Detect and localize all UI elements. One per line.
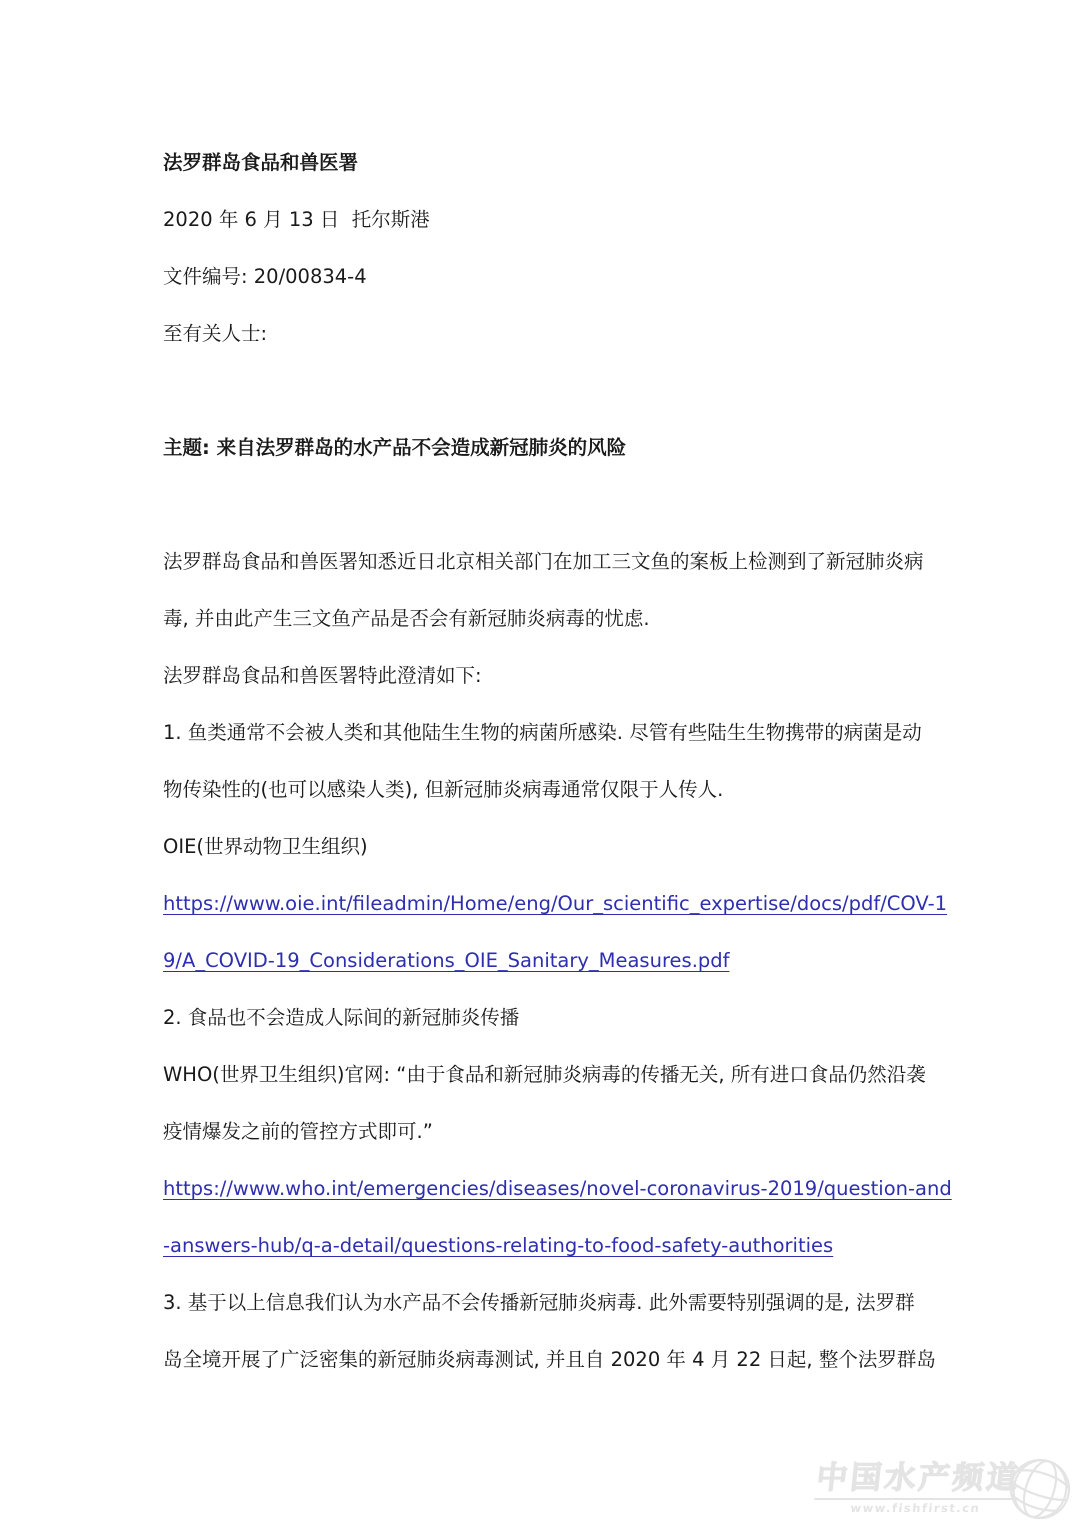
clarification-line: 法罗群岛食品和兽医署特此澄清如下: (163, 664, 482, 687)
oie-pdf-link-line-1[interactable]: https://www.oie.int/fileadmin/Home/eng/Our_scientific_expertise/docs/pdf/COV-1 (163, 892, 948, 915)
subject-line: 主题: 来自法罗群岛的水产品不会造成新冠肺炎的风险 (163, 436, 627, 459)
who-qa-link-line-1[interactable]: https://www.who.int/emergencies/diseases/novel-coronavirus-2019/question-and (163, 1177, 952, 1200)
file-number-line: 文件编号: 20/00834-4 (163, 265, 367, 288)
point-1-line-2: 物传染性的(也可以感染人类), 但新冠肺炎病毒通常仅限于人传人. (163, 778, 724, 801)
oie-pdf-link-line-2[interactable]: 9/A_COVID-19_Considerations_OIE_Sanitary_Measures.pdf (163, 949, 730, 972)
blank-line (163, 476, 933, 533)
watermark-text-block (813, 1452, 1024, 1515)
point-3-line-2: 岛全境开展了广泛密集的新冠肺炎病毒测试, 并且自 2020 年 4 月 22 日起, 整个法罗群岛 (163, 1348, 936, 1371)
watermark-brand-text: 中国水产频道 (814, 1452, 1023, 1500)
watermark (816, 1452, 1074, 1523)
who-link-row-1 (163, 1160, 952, 1217)
blank-line (163, 362, 933, 419)
document-body (163, 134, 952, 1388)
oie-link-row-2 (163, 932, 933, 989)
intro-paragraph-line-2: 毒, 并由此产生三文鱼产品是否会有新冠肺炎病毒的忧虑. (163, 607, 650, 630)
point-3-line-1: 3. 基于以上信息我们认为水产品不会传播新冠肺炎病毒. 此外需要特别强调的是, 法罗群 (163, 1291, 915, 1314)
organization-title: 法罗群岛食品和兽医署 (163, 151, 359, 174)
salutation-line: 至有关人士: (163, 322, 268, 345)
date-location-line: 2020 年 6 月 13 日 托尔斯港 (163, 208, 430, 231)
oie-link-row-1 (163, 875, 948, 932)
intro-paragraph-line-1: 法罗群岛食品和兽医署知悉近日北京相关部门在加工三文鱼的案板上检测到了新冠肺炎病 (163, 550, 924, 573)
who-quote-line-1: WHO(世界卫生组织)官网: “由于食品和新冠肺炎病毒的传播无关, 所有进口食品仍然沿袭 (163, 1063, 926, 1086)
who-qa-link-line-2[interactable]: -answers-hub/q-a-detail/questions-relating-to-food-safety-authorities (163, 1234, 834, 1257)
point-2-line: 2. 食品也不会造成人际间的新冠肺炎传播 (163, 1006, 520, 1029)
point-1-line-1: 1. 鱼类通常不会被人类和其他陆生生物的病菌所感染. 尽管有些陆生生物携带的病菌是动 (163, 721, 922, 744)
watermark-url-text: www.fishfirst.cn (849, 1501, 982, 1515)
who-link-row-2 (163, 1217, 933, 1274)
oie-organization-line: OIE(世界动物卫生组织) (163, 835, 368, 858)
who-quote-line-2: 疫情爆发之前的管控方式即可.” (163, 1120, 433, 1143)
